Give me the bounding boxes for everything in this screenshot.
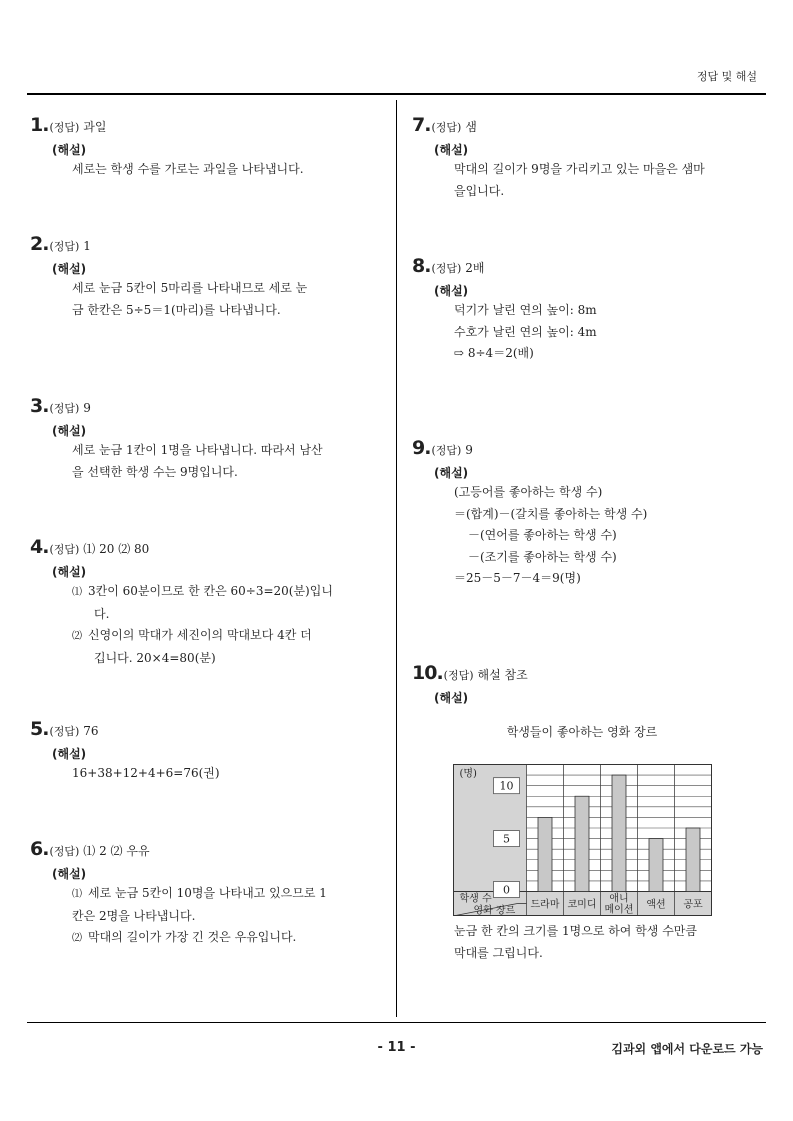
- footer-note: 김과외 앱에서 다운로드 가능: [611, 1042, 763, 1056]
- category-label: 애니 메이션: [604, 893, 634, 916]
- answer-value: 1: [83, 239, 91, 253]
- answer-value: 76: [83, 724, 99, 738]
- category-label: 드라마: [530, 899, 560, 911]
- question-10: [412, 662, 528, 706]
- bar: [612, 775, 626, 891]
- solution-line: －(연어를 좋아하는 학생 수): [468, 528, 617, 542]
- solution-line: 금 한칸은 5÷5＝1(마리)를 나타냅니다.: [72, 302, 281, 317]
- answer-tag: (정답): [49, 402, 80, 415]
- solution-tag: (해설): [52, 424, 87, 438]
- solution-line: 세로 눈금 1칸이 1명을 나타냅니다. 따라서 남산: [72, 443, 323, 457]
- solution-line: 세로는 학생 수를 가로는 과일을 나타냅니다.: [72, 162, 304, 176]
- solution-line: －(조기를 좋아하는 학생 수): [468, 549, 617, 564]
- y-tick-label: 10: [499, 779, 514, 793]
- unit-label: (명): [459, 768, 477, 780]
- question-5: [30, 718, 220, 785]
- header-rule: [27, 93, 766, 95]
- answer-tag: (정답): [49, 543, 80, 556]
- question-number: 8.: [412, 255, 431, 277]
- question-number: 2.: [30, 233, 49, 255]
- y-tick-label: 0: [503, 883, 510, 897]
- question-number: 7.: [412, 114, 431, 136]
- solution-tag: (해설): [52, 262, 87, 276]
- solution-line: 막대의 길이가 9명을 가리키고 있는 마을은 샘마: [454, 162, 705, 176]
- movie-genre-chart: [453, 723, 713, 917]
- solution-tag: (해설): [434, 284, 469, 298]
- solution-tag: (해설): [52, 565, 87, 579]
- header-section-title: 정답 및 해설: [696, 70, 757, 83]
- footer-rule: [27, 1022, 766, 1023]
- answer-value: ⑴ 2 ⑵ 우유: [83, 844, 150, 858]
- bar: [538, 817, 552, 891]
- chart-title: 학생들이 좋아하는 영화 장르: [506, 725, 658, 739]
- answer-tag: (정답): [49, 845, 80, 858]
- page-number: - 11 -: [377, 1040, 416, 1055]
- sub-marker: ⑵: [72, 933, 82, 944]
- question-8: [412, 255, 597, 365]
- sub-marker: ⑴: [72, 889, 82, 900]
- solution-tag: (해설): [52, 747, 87, 761]
- answer-tag: (정답): [431, 121, 462, 134]
- corner-bottom-label: 영화 장르: [473, 905, 516, 917]
- solution-line: 신영이의 막대가 세진이의 막대보다 4칸 더: [88, 628, 312, 642]
- solution-tag: (해설): [434, 143, 469, 157]
- question-9: [412, 437, 647, 590]
- question-number: 1.: [30, 114, 49, 136]
- answer-tag: (정답): [443, 669, 474, 682]
- question-3: [30, 395, 323, 483]
- solution-line: 3칸이 60분이므로 한 칸은 60÷3=20(분)입니: [88, 584, 333, 598]
- solution-tag: (해설): [434, 691, 469, 705]
- sub-marker: ⑴: [72, 587, 82, 598]
- bar: [686, 828, 700, 892]
- answer-tag: (정답): [49, 240, 80, 253]
- answer-value: 과일: [83, 120, 107, 134]
- column-divider: [396, 100, 397, 1017]
- solution-line: 을입니다.: [454, 183, 505, 198]
- bar-chart-svg: [453, 744, 715, 917]
- answer-tag: (정답): [49, 121, 80, 134]
- solution-line: ＝(합계)－(갈치를 좋아하는 학생 수): [454, 506, 648, 521]
- solution-line: 막대를 그립니다.: [454, 945, 543, 960]
- solution-line: 16+38+12+4+6=76(권): [72, 766, 220, 780]
- solution-sub-item: [72, 883, 327, 906]
- question-number: 3.: [30, 395, 49, 417]
- solution-line: 세로 눈금 5칸이 10명을 나타내고 있으므로 1: [88, 886, 327, 900]
- question-4: [30, 536, 333, 669]
- solution-line: 수호가 날린 연의 높이: 4m: [454, 324, 597, 339]
- solution-line: 세로 눈금 5칸이 5마리를 나타내므로 세로 눈: [72, 281, 308, 295]
- category-label: 공포: [683, 899, 703, 911]
- solution-line: 덕기가 날린 연의 높이: 8m: [454, 303, 597, 317]
- question-number: 10.: [412, 662, 443, 684]
- solution-line: (고등어를 좋아하는 학생 수): [454, 485, 603, 499]
- question-7: [412, 114, 705, 202]
- question-number: 4.: [30, 536, 49, 558]
- solution-line: 막대의 길이가 가장 긴 것은 우유입니다.: [88, 930, 297, 944]
- solution-line: 을 선택한 학생 수는 9명입니다.: [72, 464, 238, 479]
- question-number: 6.: [30, 838, 49, 860]
- answer-tag: (정답): [431, 444, 462, 457]
- solution-line: 눈금 한 칸의 크기를 1명으로 하여 학생 수만큼: [454, 924, 697, 938]
- question-number: 5.: [30, 718, 49, 740]
- answer-tag: (정답): [431, 262, 462, 275]
- corner-top-label: 학생 수: [459, 893, 492, 905]
- answer-value: ⑴ 20 ⑵ 80: [83, 542, 150, 556]
- question-1: [30, 114, 304, 181]
- solution-sub-item: [72, 625, 333, 648]
- answer-value: 샘: [465, 120, 477, 134]
- answer-value: 해설 참조: [477, 668, 528, 682]
- question-6: [30, 838, 327, 950]
- answer-value: 9: [465, 443, 473, 457]
- question-10-solution: [412, 920, 697, 964]
- category-label: 액션: [646, 899, 666, 911]
- y-tick-label: 5: [503, 832, 510, 846]
- solution-sub-item: [72, 927, 327, 950]
- solution-line: 깁니다. 20×4=80(분): [94, 650, 216, 665]
- solution-line: ⇨ 8÷4＝2(배): [454, 346, 534, 360]
- question-2: [30, 233, 307, 321]
- bar: [575, 796, 589, 891]
- sub-marker: ⑵: [72, 631, 82, 642]
- answer-tag: (정답): [49, 725, 80, 738]
- solution-sub-item: [72, 581, 333, 604]
- bar: [649, 839, 663, 892]
- solution-tag: (해설): [52, 143, 87, 157]
- solution-line: ＝25－5－7－4＝9(명): [454, 571, 581, 585]
- solution-line: 칸은 2명을 나타냅니다.: [72, 908, 196, 923]
- answer-value: 2배: [465, 261, 485, 275]
- question-number: 9.: [412, 437, 431, 459]
- category-label: 코미디: [567, 899, 597, 911]
- answer-value: 9: [83, 401, 91, 415]
- solution-tag: (해설): [434, 466, 469, 480]
- solution-line: 다.: [94, 606, 110, 621]
- solution-tag: (해설): [52, 867, 87, 881]
